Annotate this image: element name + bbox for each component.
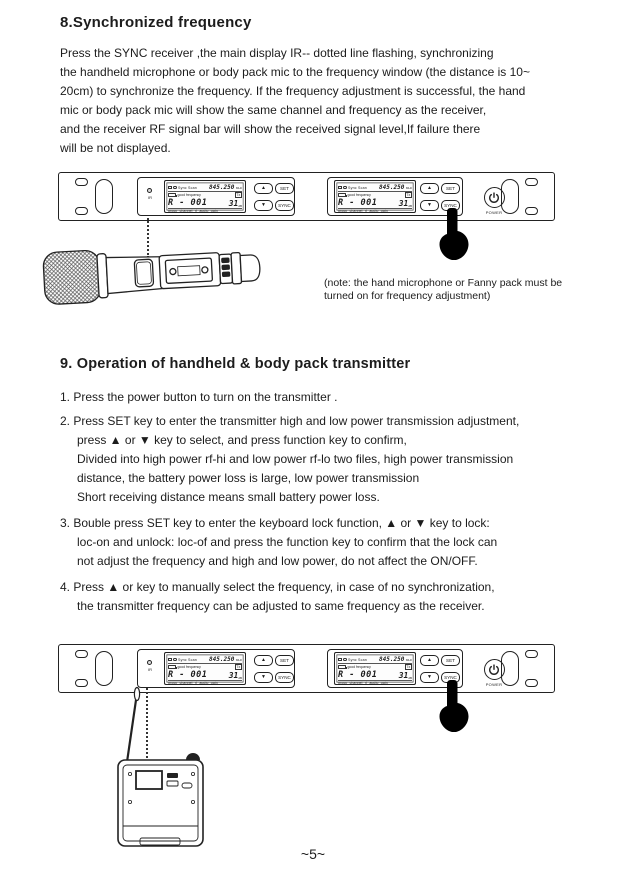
lcd-status-icon: [338, 186, 342, 190]
sync-button: SYNC: [275, 200, 294, 211]
lcd-antenna-icon: [173, 658, 177, 662]
receiver-display-module-left: [137, 177, 295, 216]
lcd-display: [164, 180, 246, 213]
list-line: 1. Press the power button to turn on the transmitter .: [60, 390, 338, 404]
list-line: Divided into high power rf-hi and low power rf-lo two files, high power transmission: [77, 452, 514, 466]
ir-sensor: [147, 188, 152, 193]
down-button: ▼: [254, 200, 273, 211]
set-button: SET: [275, 183, 294, 194]
list-line: distance, the battery power loss is large, low power transmission: [77, 471, 420, 485]
rack-handle-slot: [95, 651, 113, 686]
rack-handle-slot: [501, 179, 519, 214]
lcd-footer-labels: group channel rf audio gain: [168, 208, 242, 213]
battery-icon: [168, 193, 176, 197]
pointing-hand-icon: [437, 207, 471, 261]
lcd-level-unit: dB: [238, 203, 242, 208]
list-line: press ▲ or ▼ key to select, and press function key to confirm,: [77, 433, 407, 447]
rack-ear-hole: [525, 207, 538, 215]
section8-title: 8.Synchronized frequency: [60, 14, 252, 31]
lcd-channel: R - 001: [168, 198, 208, 208]
body-line: mic or body pack mic will show the same channel and frequency as the receiver,: [60, 103, 487, 117]
bodypack-illustration: [100, 686, 220, 858]
lcd-status-icon: [338, 658, 342, 662]
sync-button: SYNC: [441, 672, 460, 683]
set-button: SET: [275, 655, 294, 666]
rack-ear-hole: [75, 679, 88, 687]
lcd-status-icon: [168, 186, 172, 190]
list-line: loc-on and unlock: loc-of and press the function key to confirm that the lock can: [77, 535, 498, 549]
set-button: SET: [441, 183, 460, 194]
note-text: (note: the hand microphone or Fanny pack must be turned on for frequency adjustment): [324, 277, 563, 302]
handheld-mic-illustration: [42, 242, 268, 306]
sync-button: SYNC: [441, 200, 460, 211]
rack-ear-hole: [525, 650, 538, 658]
lcd-subtext: good frequency: [177, 193, 201, 197]
up-button: ▲: [420, 655, 439, 666]
lcd-antenna-icon: [173, 186, 177, 190]
lcd-display: Sync Scan 845.250 MHz good frequency Tx R - 001 31 dB group channel rf audio gain: [334, 180, 416, 213]
rack-ear-hole: [75, 207, 88, 215]
body-line: will be not displayed.: [60, 141, 171, 155]
list-item: [60, 388, 575, 407]
section9-title: 9. Operation of handheld & body pack transmitter: [60, 356, 411, 372]
lcd-tx-indicator: Tx: [236, 193, 241, 197]
lcd-antenna-icon: [343, 186, 347, 190]
power-label: POWER: [485, 681, 503, 687]
ir-sensor-label: IR: [148, 195, 152, 200]
rack-ear-hole: [525, 178, 538, 186]
pointing-hand-icon: [437, 679, 471, 733]
ir-sensor-label: IR: [148, 667, 152, 672]
lcd-status-text: Sync Scan: [178, 185, 197, 190]
up-button: ▲: [254, 655, 273, 666]
down-button: ▼: [420, 672, 439, 683]
receiver-unit-illustration: [58, 172, 555, 221]
list-item: [60, 412, 575, 507]
lcd-display: Sync Scan 845.250 MHz good frequency Tx R - 001 31 dB group channel rf audio gain: [164, 652, 246, 685]
antenna: [127, 700, 136, 762]
lcd-level: 31: [228, 199, 239, 208]
ir-sensor: [147, 660, 152, 665]
set-button: SET: [441, 655, 460, 666]
rack-ear-hole: [525, 679, 538, 687]
rack-handle-slot: [95, 179, 113, 214]
battery-icon: [338, 665, 346, 669]
receiver-display-module-left: [137, 649, 295, 688]
lcd-frequency: 845.250: [209, 184, 235, 191]
list-line: 4. Press ▲ or key to manually select the frequency, in case of no synchronization,: [60, 580, 495, 594]
rack-handle-slot: [501, 651, 519, 686]
battery-icon: [168, 665, 176, 669]
body-line: the handheld microphone or body pack mic to the frequency window (the distance is 10~: [60, 65, 530, 79]
body-line: Press the SYNC receiver ,the main display IR-- dotted line flashing, synchronizing: [60, 46, 494, 60]
rack-ear-hole: [75, 178, 88, 186]
page-number: ~5~: [300, 846, 326, 862]
rack-ear-hole: [75, 650, 88, 658]
body-line: and the receiver RF signal bar will show the received signal level,If failure there: [60, 122, 481, 136]
list-line: Short receiving distance means small battery power loss.: [77, 490, 380, 504]
lcd-display: Sync Scan 845.250 MHz good frequency Tx R - 001 31 dB group channel rf audio gain: [334, 652, 416, 685]
list-item: [60, 578, 575, 616]
lcd-frequency-unit: MHz: [235, 185, 242, 190]
antenna-tip: [134, 688, 139, 701]
up-button: ▲: [420, 183, 439, 194]
list-line: the transmitter frequency can be adjusted to same frequency as the receiver.: [77, 599, 485, 613]
list-line: not adjust the frequency and high and low power, do not affect the ON/OFF.: [77, 554, 478, 568]
lcd-status-icon: [168, 658, 172, 662]
body-line: 20cm) to synchronize the frequency. If the frequency adjustment is successful, the hand: [60, 84, 526, 98]
list-item: [60, 514, 575, 571]
down-button: ▼: [254, 672, 273, 683]
battery-icon: [338, 193, 346, 197]
list-line: 2. Press SET key to enter the transmitter high and low power transmission adjustment,: [60, 414, 520, 428]
sync-button: SYNC: [275, 672, 294, 683]
down-button: ▼: [420, 200, 439, 211]
up-button: ▲: [254, 183, 273, 194]
lcd-antenna-icon: [343, 658, 347, 662]
power-label: POWER: [485, 209, 503, 215]
connector-knob: [186, 753, 200, 760]
section8-body: [60, 44, 565, 158]
list-line: 3. Bouble press SET key to enter the keyboard lock function, ▲ or ▼ key to lock:: [60, 516, 490, 530]
